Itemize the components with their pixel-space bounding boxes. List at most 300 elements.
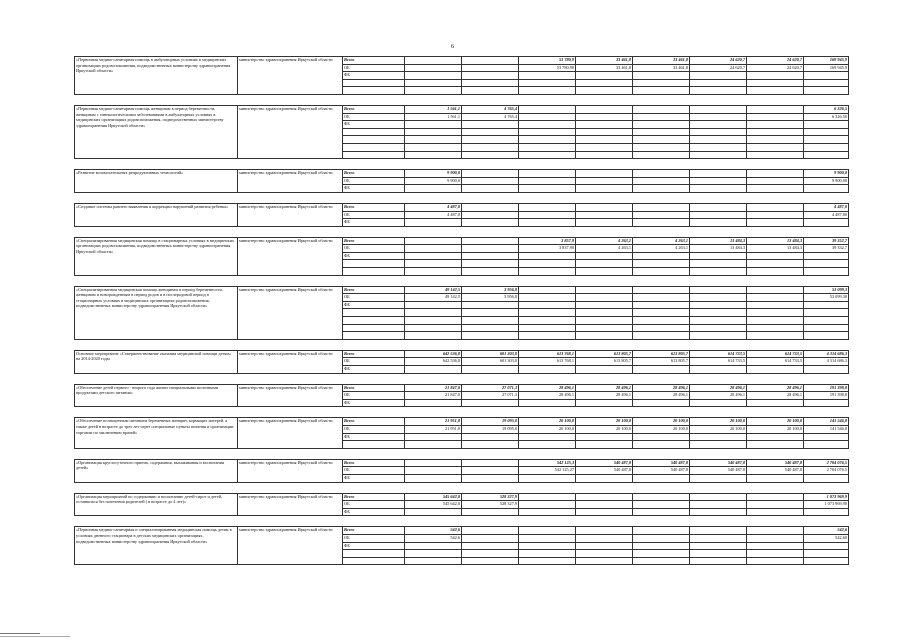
year-value-cell xyxy=(462,121,519,129)
year-value-cell: 20 100,0 xyxy=(747,425,804,433)
empty-cell xyxy=(576,309,633,317)
empty-cell xyxy=(804,557,849,565)
empty-cell xyxy=(576,143,633,151)
year-value-cell xyxy=(462,64,519,72)
table-row xyxy=(75,237,849,245)
year-value-cell xyxy=(690,203,747,211)
empty-cell xyxy=(462,260,519,268)
year-value-cell xyxy=(519,366,576,374)
year-value-cell xyxy=(519,493,576,501)
empty-cell xyxy=(462,128,519,136)
funding-source-cell: Всего xyxy=(343,418,405,426)
year-value-cell xyxy=(690,433,747,441)
year-value-cell xyxy=(519,301,576,309)
separator-cell xyxy=(75,373,849,384)
funding-source-cell: ОБ xyxy=(343,358,405,366)
empty-cell xyxy=(462,441,519,449)
empty-cell xyxy=(690,260,747,268)
empty-cell xyxy=(462,79,519,87)
year-value-cell xyxy=(462,237,519,245)
empty-cell xyxy=(405,128,462,136)
total-value-cell xyxy=(804,433,849,441)
year-value-cell xyxy=(747,474,804,482)
year-value-cell: 20 100,0 xyxy=(519,418,576,426)
year-value-cell xyxy=(576,203,633,211)
budget-table xyxy=(74,56,849,565)
funding-source-cell: Всего xyxy=(343,459,405,467)
year-value-cell xyxy=(690,399,747,407)
year-value-cell: 20 100,0 xyxy=(747,418,804,426)
empty-cell xyxy=(747,309,804,317)
year-value-cell: 545 642,0 xyxy=(405,493,462,501)
year-value-cell: 614 733,5 xyxy=(747,350,804,358)
total-value-cell xyxy=(804,219,849,227)
year-value-cell xyxy=(519,501,576,509)
table-row xyxy=(75,384,849,392)
year-value-cell: 542 125,27 xyxy=(519,467,576,475)
funding-source-cell: Всего xyxy=(343,237,405,245)
year-value-cell: 24 620,7 xyxy=(747,64,804,72)
year-value-cell xyxy=(633,474,690,482)
empty-cell xyxy=(690,268,747,276)
table-row xyxy=(75,105,849,113)
year-value-cell xyxy=(405,459,462,467)
funding-source-cell: ОБ xyxy=(343,392,405,400)
empty-cell xyxy=(633,441,690,449)
year-value-cell: 20 100,0 xyxy=(519,425,576,433)
year-value-cell xyxy=(462,245,519,253)
separator-cell xyxy=(75,339,849,350)
year-value-cell xyxy=(747,527,804,535)
year-value-cell xyxy=(690,121,747,129)
year-value-cell xyxy=(462,170,519,178)
year-value-cell xyxy=(747,203,804,211)
funding-source-cell: ОБ xyxy=(343,425,405,433)
year-value-cell xyxy=(519,252,576,260)
executor-cell: министерство здравоохранения Иркутской области xyxy=(238,384,343,407)
total-value-cell: 4 314 686,3 xyxy=(804,358,849,366)
empty-cell xyxy=(519,324,576,332)
empty-cell xyxy=(405,317,462,325)
year-value-cell xyxy=(747,433,804,441)
funding-source-cell: ОБ xyxy=(343,294,405,302)
empty-cell xyxy=(519,260,576,268)
separator-cell xyxy=(75,94,849,105)
empty-cell xyxy=(405,309,462,317)
year-value-cell xyxy=(690,219,747,227)
empty-cell xyxy=(633,550,690,558)
empty-cell xyxy=(747,550,804,558)
empty-cell xyxy=(343,260,405,268)
funding-source-cell: Всего xyxy=(343,350,405,358)
empty-cell xyxy=(804,268,849,276)
year-value-cell xyxy=(633,219,690,227)
empty-cell xyxy=(804,260,849,268)
year-value-cell xyxy=(519,527,576,535)
total-value-cell: 6 326,5 xyxy=(804,105,849,113)
empty-cell xyxy=(343,79,405,87)
total-value-cell xyxy=(804,366,849,374)
year-value-cell xyxy=(747,211,804,219)
year-value-cell xyxy=(462,366,519,374)
executor-cell: министерство здравоохранения Иркутской области xyxy=(238,105,343,158)
year-value-cell: 28 496,1 xyxy=(519,392,576,400)
year-value-cell: 3 956,8 xyxy=(462,294,519,302)
separator-cell xyxy=(75,407,849,418)
year-value-cell xyxy=(633,185,690,193)
activity-name-cell: «Первичная медико-санитарная помощь в амбулаторных условиях в медицинских организациях родовспоможения, подведомственных министерству здравоохранения Иркутской области» xyxy=(75,57,238,95)
empty-cell xyxy=(690,87,747,95)
year-value-cell: 20 100,0 xyxy=(633,425,690,433)
year-value-cell: 4 765,4 xyxy=(462,105,519,113)
year-value-cell xyxy=(519,534,576,542)
year-value-cell: 613 805,7 xyxy=(633,350,690,358)
year-value-cell: 20 100,0 xyxy=(633,418,690,426)
empty-cell xyxy=(405,268,462,276)
empty-cell xyxy=(576,79,633,87)
year-value-cell xyxy=(690,211,747,219)
year-value-cell xyxy=(633,534,690,542)
year-value-cell xyxy=(405,252,462,260)
funding-source-cell: Всего xyxy=(343,105,405,113)
year-value-cell xyxy=(405,301,462,309)
empty-cell xyxy=(804,550,849,558)
year-value-cell xyxy=(576,294,633,302)
empty-cell xyxy=(633,268,690,276)
year-value-cell xyxy=(576,527,633,535)
year-value-cell: 28 496,1 xyxy=(519,384,576,392)
year-value-cell xyxy=(405,64,462,72)
row-separator xyxy=(75,226,849,237)
year-value-cell: 53 780,9 xyxy=(519,57,576,65)
year-value-cell xyxy=(576,542,633,550)
year-value-cell: 542,6 xyxy=(405,534,462,542)
empty-cell xyxy=(747,268,804,276)
year-value-cell: 614 733,5 xyxy=(747,358,804,366)
executor-cell: министерство здравоохранения Иркутской области xyxy=(238,350,343,373)
year-value-cell xyxy=(690,105,747,113)
funding-source-cell: ОБ xyxy=(343,501,405,509)
year-value-cell xyxy=(462,527,519,535)
empty-cell xyxy=(633,557,690,565)
activity-name-cell: «Развитие вспомогательных репродуктивных технологий» xyxy=(75,170,238,193)
funding-source-cell: ФБ xyxy=(343,366,405,374)
year-value-cell xyxy=(633,501,690,509)
year-value-cell: 28 496,1 xyxy=(633,384,690,392)
total-value-cell xyxy=(804,185,849,193)
funding-source-cell: Всего xyxy=(343,203,405,211)
year-value-cell: 4 263,1 xyxy=(633,237,690,245)
empty-cell xyxy=(633,260,690,268)
funding-source-cell: ФБ xyxy=(343,474,405,482)
empty-cell xyxy=(343,128,405,136)
year-value-cell: 4 487,0 xyxy=(405,211,462,219)
year-value-cell xyxy=(576,105,633,113)
year-value-cell xyxy=(519,399,576,407)
year-value-cell: 545 642,0 xyxy=(405,501,462,509)
empty-cell xyxy=(462,143,519,151)
empty-cell xyxy=(804,151,849,159)
activity-name-cell: «Обеспечение полноценным питанием беременных женщин, кормящих матерей, а также детей в возрасте до трех лет через специальные пункты питания и организации торговли по заключению врачей» xyxy=(75,418,238,448)
empty-cell xyxy=(747,324,804,332)
year-value-cell: 20 100,0 xyxy=(690,425,747,433)
year-value-cell: 613 768,1 xyxy=(519,358,576,366)
year-value-cell: 542,6 xyxy=(405,527,462,535)
year-value-cell xyxy=(690,366,747,374)
empty-cell xyxy=(343,151,405,159)
funding-source-cell: ФБ xyxy=(343,433,405,441)
year-value-cell: 13 484,3 xyxy=(690,237,747,245)
year-value-cell xyxy=(462,399,519,407)
year-value-cell xyxy=(519,105,576,113)
year-value-cell: 33 461,8 xyxy=(633,57,690,65)
funding-source-cell: ФБ xyxy=(343,399,405,407)
year-value-cell xyxy=(462,203,519,211)
empty-cell xyxy=(690,550,747,558)
year-value-cell xyxy=(405,237,462,245)
year-value-cell: 28 496,1 xyxy=(690,392,747,400)
year-value-cell: 540 487,8 xyxy=(576,467,633,475)
year-value-cell: 614 733,5 xyxy=(690,358,747,366)
year-value-cell xyxy=(519,113,576,121)
executor-cell: министерство здравоохранения Иркутской области xyxy=(238,57,343,95)
empty-cell xyxy=(747,87,804,95)
empty-cell xyxy=(576,268,633,276)
funding-source-cell: ОБ xyxy=(343,245,405,253)
year-value-cell: 4 263,1 xyxy=(576,245,633,253)
year-value-cell: 4 263,1 xyxy=(633,245,690,253)
year-value-cell xyxy=(633,433,690,441)
table-row xyxy=(75,57,849,65)
empty-cell xyxy=(633,309,690,317)
year-value-cell: 1 561,1 xyxy=(405,113,462,121)
executor-cell: министерство здравоохранения Иркутской области xyxy=(238,493,343,516)
year-value-cell xyxy=(405,245,462,253)
executor-cell: министерство здравоохранения Иркутской области xyxy=(238,237,343,275)
year-value-cell xyxy=(519,433,576,441)
empty-cell xyxy=(405,151,462,159)
year-value-cell xyxy=(633,170,690,178)
total-value-cell: 39 332,7 xyxy=(804,245,849,253)
funding-source-cell: ОБ xyxy=(343,467,405,475)
year-value-cell: 27 071,3 xyxy=(462,392,519,400)
total-value-cell: 169 945,9 xyxy=(804,64,849,72)
year-value-cell xyxy=(519,177,576,185)
total-value-cell xyxy=(804,474,849,482)
executor-cell: министерство здравоохранения Иркутской области xyxy=(238,203,343,226)
year-value-cell xyxy=(633,286,690,294)
funding-source-cell: ОБ xyxy=(343,177,405,185)
empty-cell xyxy=(804,136,849,144)
funding-source-cell: Всего xyxy=(343,286,405,294)
empty-cell xyxy=(343,441,405,449)
row-separator xyxy=(75,159,849,170)
empty-cell xyxy=(405,332,462,340)
funding-source-cell: ФБ xyxy=(343,185,405,193)
year-value-cell xyxy=(747,542,804,550)
year-value-cell xyxy=(462,301,519,309)
executor-cell: министерство здравоохранения Иркутской области xyxy=(238,170,343,193)
total-value-cell xyxy=(804,399,849,407)
year-value-cell xyxy=(633,399,690,407)
year-value-cell xyxy=(462,219,519,227)
empty-cell xyxy=(690,309,747,317)
row-separator xyxy=(75,407,849,418)
year-value-cell xyxy=(462,433,519,441)
year-value-cell xyxy=(462,459,519,467)
year-value-cell xyxy=(747,72,804,80)
year-value-cell: 540 487,8 xyxy=(690,459,747,467)
year-value-cell xyxy=(633,252,690,260)
year-value-cell: 20 100,0 xyxy=(690,418,747,426)
empty-cell xyxy=(519,441,576,449)
empty-cell xyxy=(576,550,633,558)
funding-source-cell: ОБ xyxy=(343,534,405,542)
year-value-cell xyxy=(576,508,633,516)
year-value-cell xyxy=(519,170,576,178)
year-value-cell: 20 100,0 xyxy=(576,418,633,426)
empty-cell xyxy=(405,441,462,449)
empty-cell xyxy=(804,87,849,95)
year-value-cell xyxy=(519,294,576,302)
total-value-cell: 9 900,00 xyxy=(804,177,849,185)
empty-cell xyxy=(405,324,462,332)
year-value-cell: 24 620,7 xyxy=(747,57,804,65)
total-value-cell: 542,60 xyxy=(804,534,849,542)
year-value-cell xyxy=(462,185,519,193)
separator-cell xyxy=(75,482,849,493)
activity-name-cell: «Первичная медико-санитарная помощь женщинам в период беременности, женщинам с гинекологическими заболеваниями в амбулаторных условиях в медицинских организациях родовспоможения, подведомственных министерству здравоохранения Иркутской области» xyxy=(75,105,238,158)
empty-cell xyxy=(747,332,804,340)
total-value-cell: 2 704 076,5 xyxy=(804,459,849,467)
year-value-cell xyxy=(462,177,519,185)
year-value-cell: 24 620,7 xyxy=(690,64,747,72)
table-row xyxy=(75,418,849,426)
year-value-cell: 28 496,1 xyxy=(633,392,690,400)
budget-table-body xyxy=(75,57,849,565)
year-value-cell xyxy=(690,72,747,80)
empty-cell xyxy=(519,332,576,340)
year-value-cell xyxy=(747,170,804,178)
empty-cell xyxy=(633,324,690,332)
year-value-cell xyxy=(462,542,519,550)
funding-source-cell: ФБ xyxy=(343,542,405,550)
empty-cell xyxy=(690,317,747,325)
executor-cell: министерство здравоохранения Иркутской области xyxy=(238,459,343,482)
year-value-cell xyxy=(747,219,804,227)
year-value-cell xyxy=(576,493,633,501)
year-value-cell xyxy=(576,286,633,294)
year-value-cell xyxy=(690,508,747,516)
year-value-cell xyxy=(576,113,633,121)
year-value-cell xyxy=(519,508,576,516)
year-value-cell xyxy=(633,72,690,80)
funding-source-cell: ФБ xyxy=(343,72,405,80)
table-row xyxy=(75,170,849,178)
year-value-cell: 9 900,0 xyxy=(405,170,462,178)
empty-cell xyxy=(576,324,633,332)
year-value-cell xyxy=(690,493,747,501)
year-value-cell: 601 303,0 xyxy=(462,350,519,358)
row-separator xyxy=(75,448,849,459)
year-value-cell xyxy=(576,170,633,178)
row-separator xyxy=(75,373,849,384)
year-value-cell xyxy=(690,474,747,482)
year-value-cell xyxy=(633,542,690,550)
empty-cell xyxy=(804,324,849,332)
empty-cell xyxy=(747,557,804,565)
empty-cell xyxy=(804,309,849,317)
empty-cell xyxy=(690,557,747,565)
empty-cell xyxy=(747,143,804,151)
year-value-cell: 21 847,0 xyxy=(405,392,462,400)
empty-cell xyxy=(462,151,519,159)
year-value-cell xyxy=(405,72,462,80)
year-value-cell xyxy=(747,508,804,516)
empty-cell xyxy=(690,332,747,340)
empty-cell xyxy=(519,550,576,558)
row-separator xyxy=(75,275,849,286)
empty-cell xyxy=(519,151,576,159)
empty-cell xyxy=(343,550,405,558)
total-value-cell xyxy=(804,252,849,260)
executor-cell: министерство здравоохранения Иркутской области xyxy=(238,286,343,339)
executor-cell: министерство здравоохранения Иркутской области xyxy=(238,418,343,448)
year-value-cell xyxy=(576,219,633,227)
empty-cell xyxy=(690,324,747,332)
funding-source-cell: Всего xyxy=(343,493,405,501)
empty-cell xyxy=(462,309,519,317)
row-separator xyxy=(75,192,849,203)
year-value-cell xyxy=(405,508,462,516)
empty-cell xyxy=(633,151,690,159)
empty-cell xyxy=(405,79,462,87)
empty-cell xyxy=(633,332,690,340)
empty-cell xyxy=(633,87,690,95)
year-value-cell: 33 461,8 xyxy=(576,57,633,65)
year-value-cell xyxy=(747,399,804,407)
year-value-cell: 540 487,8 xyxy=(633,467,690,475)
empty-cell xyxy=(576,128,633,136)
empty-cell xyxy=(747,260,804,268)
empty-cell xyxy=(576,87,633,95)
year-value-cell xyxy=(405,121,462,129)
year-value-cell: 540 487,8 xyxy=(633,459,690,467)
empty-cell xyxy=(576,151,633,159)
activity-name-cell: «Организация круглосуточного приема, содержания, выхаживания и воспитания детей» xyxy=(75,459,238,482)
year-value-cell xyxy=(576,72,633,80)
year-value-cell xyxy=(633,493,690,501)
empty-cell xyxy=(462,317,519,325)
year-value-cell: 601 303,0 xyxy=(462,358,519,366)
year-value-cell xyxy=(747,366,804,374)
year-value-cell: 33 461,8 xyxy=(576,64,633,72)
year-value-cell xyxy=(690,501,747,509)
empty-cell xyxy=(343,309,405,317)
total-value-cell: 191 398,8 xyxy=(804,384,849,392)
year-value-cell xyxy=(747,493,804,501)
year-value-cell xyxy=(633,508,690,516)
empty-cell xyxy=(633,317,690,325)
empty-cell xyxy=(576,557,633,565)
total-value-cell: 4 487,00 xyxy=(804,211,849,219)
table-row xyxy=(75,459,849,467)
empty-cell xyxy=(343,87,405,95)
empty-cell xyxy=(690,79,747,87)
empty-cell xyxy=(804,441,849,449)
year-value-cell xyxy=(576,534,633,542)
empty-cell xyxy=(519,136,576,144)
